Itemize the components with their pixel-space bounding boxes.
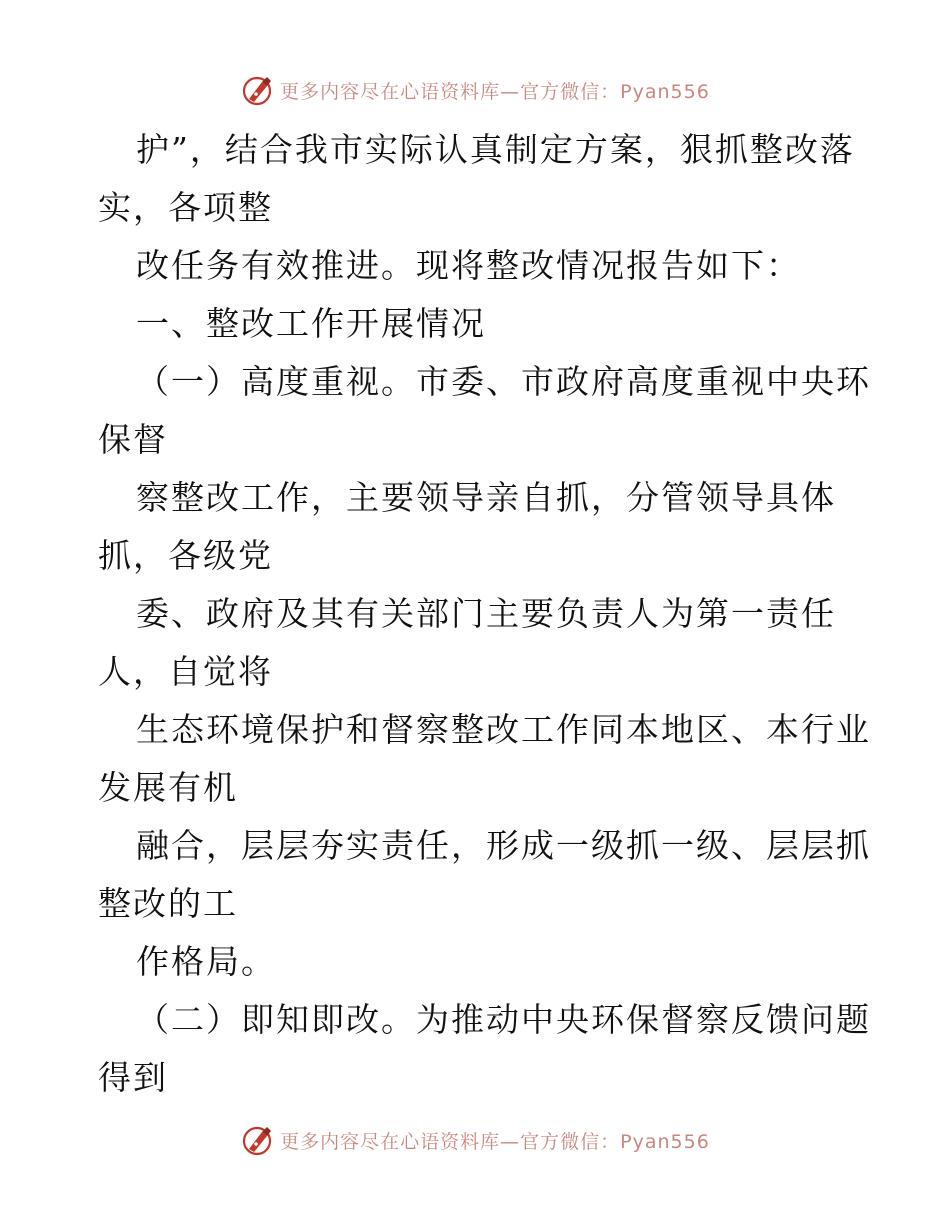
header-banner-text: 更多内容尽在心语资料库—官方微信：Pyan556: [280, 80, 710, 103]
document-body: [98, 121, 871, 1107]
section-heading: 一、整改工作开展情况: [136, 304, 486, 343]
pen-nib-logo-icon: [240, 1123, 274, 1157]
text-line: 委、政府及其有关部门主要负责人为第一责任: [136, 594, 836, 633]
text-line: 抓，各级党: [98, 536, 273, 575]
text-line: 护”，结合我市实际认真制定方案，狠抓整改落: [136, 130, 855, 169]
text-line: 发展有机: [98, 768, 238, 807]
text-line: 生态环境保护和督察整改工作同本地区、本行业: [136, 710, 871, 749]
footer-banner-text: 更多内容尽在心语资料库—官方微信：Pyan556: [280, 1130, 710, 1153]
text-line: 察整改工作，主要领导亲自抓，分管领导具体: [136, 478, 836, 517]
text-line: 实，各项整: [98, 188, 273, 227]
pen-nib-logo-icon: [240, 73, 274, 107]
text-line: 人，自觉将: [98, 652, 273, 691]
text-line: （一）高度重视。市委、市政府高度重视中央环: [136, 362, 871, 401]
text-line: 融合，层层夯实责任，形成一级抓一级、层层抓: [136, 826, 871, 865]
header-watermark-banner: [0, 70, 950, 110]
text-line: 作格局。: [136, 942, 276, 981]
text-line: 得到: [98, 1058, 168, 1097]
text-line: 改任务有效推进。现将整改情况报告如下：: [136, 246, 801, 285]
footer-watermark-banner: [0, 1120, 950, 1160]
text-line: 整改的工: [98, 884, 238, 923]
text-line: 保督: [98, 420, 168, 459]
text-line: （二）即知即改。为推动中央环保督察反馈问题: [136, 1000, 871, 1039]
